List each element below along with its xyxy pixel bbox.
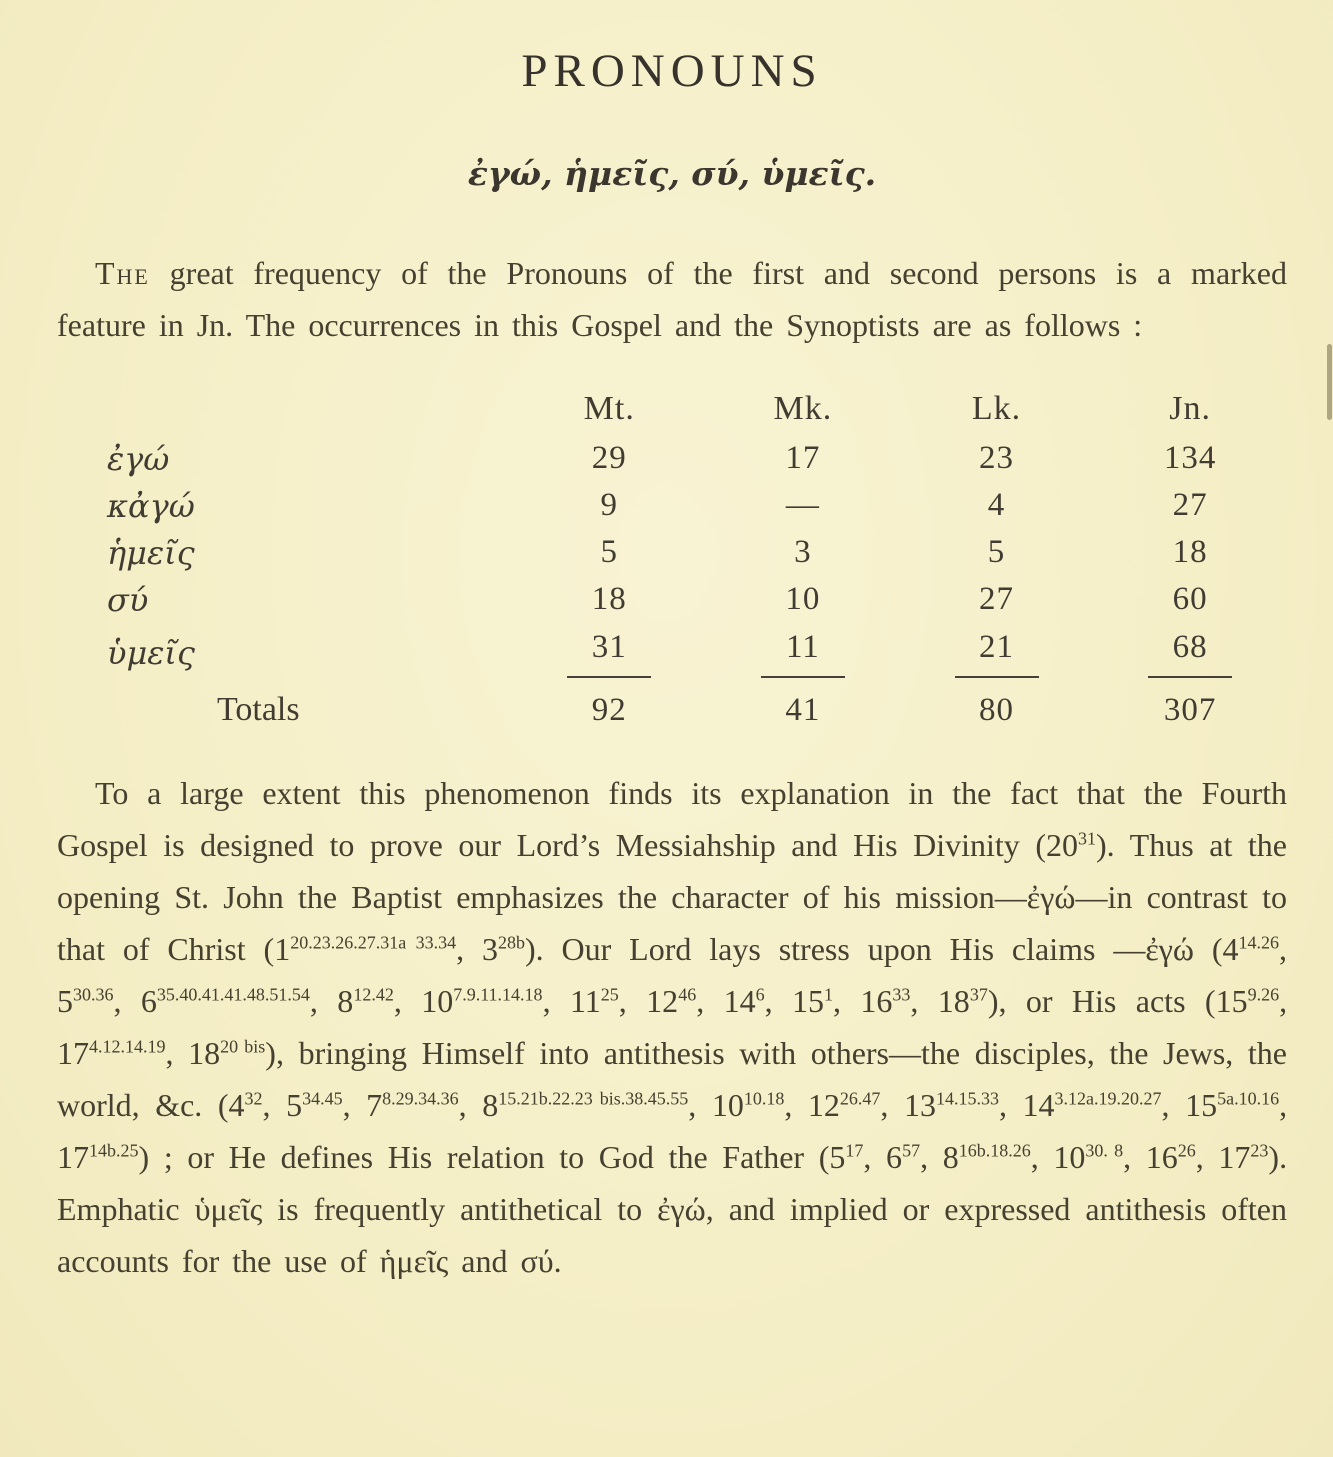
text-run: , 5 xyxy=(262,1087,303,1123)
verse-reference-superscript: 8.29.34.36 xyxy=(382,1088,459,1109)
text-run: , 14 xyxy=(696,983,756,1019)
count-value: 5 xyxy=(987,534,1006,570)
header-spacer-cell xyxy=(107,383,512,435)
count-value: — xyxy=(785,487,820,523)
body-paragraph xyxy=(57,767,1287,1287)
count-cell xyxy=(706,435,900,482)
column-header: Lk. xyxy=(971,390,1022,427)
text-run: , 5 xyxy=(57,931,1288,1019)
text-run: , 8 xyxy=(458,1087,499,1123)
text-run: , 10 xyxy=(688,1087,744,1123)
verse-reference-superscript: 14.26 xyxy=(1238,932,1280,953)
text-run: , 16 xyxy=(1123,1139,1178,1175)
body-text xyxy=(57,775,1287,1279)
verse-reference-superscript: 30. 8 xyxy=(1085,1140,1124,1161)
total-cell xyxy=(900,683,1094,737)
text-run: ), or His acts (15 xyxy=(987,983,1248,1019)
text-run: , 13 xyxy=(880,1087,936,1123)
greek-subtitle: ἐγώ, ἡμεῖς, σύ, ὑμεῖς. xyxy=(467,154,877,193)
pronoun-label: σύ xyxy=(107,580,149,619)
count-cell xyxy=(706,576,900,623)
count-value: 27 xyxy=(1172,487,1208,523)
totals-label: Totals xyxy=(217,691,300,728)
text-run: ), bringing Himself into antithesis with others—the disciples, the Jews, the world, &c. (4 xyxy=(57,1035,1288,1123)
total-value: 307 xyxy=(1163,691,1217,728)
total-value: 92 xyxy=(591,691,627,728)
text-run: , 6 xyxy=(863,1139,903,1175)
verse-reference-superscript: 32 xyxy=(244,1088,263,1109)
total-value: 41 xyxy=(785,691,821,728)
text-run: , 17 xyxy=(57,983,1288,1071)
count-cell xyxy=(512,529,706,576)
count-cell xyxy=(900,482,1094,529)
total-cell xyxy=(1093,683,1287,737)
verse-reference-superscript: 28b xyxy=(497,932,525,953)
verse-reference-superscript: 14b.25 xyxy=(89,1140,139,1161)
text-run: , 6 xyxy=(113,983,157,1019)
verse-reference-superscript: 30.36 xyxy=(73,984,114,1005)
count-value: 134 xyxy=(1163,440,1217,476)
count-cell xyxy=(706,529,900,576)
count-value: 18 xyxy=(1172,534,1208,570)
count-cell xyxy=(900,435,1094,482)
count-value: 17 xyxy=(785,440,821,476)
verse-reference-superscript: 37 xyxy=(969,984,988,1005)
column-header: Mk. xyxy=(773,390,833,427)
text-run: To a large extent this phenomenon finds its explanation in the fact that the Fourth Gospel is designed to prove our Lord’s Messiahship and His Divinity (20 xyxy=(57,775,1287,863)
verse-reference-superscript: 26.47 xyxy=(839,1088,881,1109)
count-value: 29 xyxy=(591,440,627,476)
verse-reference-superscript: 23 xyxy=(1250,1140,1269,1161)
verse-reference-superscript: 31 xyxy=(1078,828,1097,849)
text-run: ). Our Lord lays stress upon His claims —ἐγώ (4 xyxy=(524,931,1239,967)
verse-reference-superscript: 57 xyxy=(902,1140,921,1161)
text-run: great frequency of the Pronouns of the first and second persons is a marked feature in Jn. The occurrences in this Gospel and the Synoptists are as follows : xyxy=(57,255,1287,343)
verse-reference-superscript: 10.18 xyxy=(743,1088,785,1109)
verse-reference-superscript: 6 xyxy=(755,984,765,1005)
text-run: , 15 xyxy=(1161,1087,1218,1123)
count-cell xyxy=(512,482,706,529)
text-run: , 17 xyxy=(57,1087,1288,1175)
count-value: 27 xyxy=(979,581,1015,617)
text-run: , 16 xyxy=(833,983,893,1019)
text-run: ) ; or He defines His relation to God the Father (5 xyxy=(138,1139,846,1175)
text-run: ). Thus at the opening St. John the Baptist emphasizes the character of his mission—ἐγώ—in contrast to that of Christ (1 xyxy=(57,827,1288,967)
table-header-row xyxy=(107,383,1287,435)
verse-reference-superscript: 14.15.33 xyxy=(935,1088,999,1109)
text-run: , 12 xyxy=(784,1087,840,1123)
count-value: 11 xyxy=(761,629,845,678)
count-value: 5 xyxy=(600,534,618,570)
count-value: 60 xyxy=(1172,581,1208,617)
count-cell xyxy=(1093,482,1287,529)
frequency-table-head xyxy=(107,383,1287,435)
frequency-table-foot xyxy=(107,683,1287,737)
count-value: 23 xyxy=(979,440,1015,476)
text-run: , 11 xyxy=(542,983,601,1019)
verse-reference-superscript: 34.45 xyxy=(302,1088,343,1109)
count-value: 10 xyxy=(785,581,821,617)
text-run: , 17 xyxy=(1195,1139,1251,1175)
verse-reference-superscript: 16b.18.26 xyxy=(958,1140,1031,1161)
verse-reference-superscript: 20 bis xyxy=(220,1036,266,1057)
column-header: Jn. xyxy=(1169,390,1212,427)
verse-reference-superscript: 17 xyxy=(845,1140,864,1161)
text-run: , 8 xyxy=(920,1139,959,1175)
count-value: 68 xyxy=(1148,629,1232,678)
text-run: , 10 xyxy=(393,983,454,1019)
count-cell xyxy=(1093,623,1287,683)
count-cell xyxy=(706,482,900,529)
intro-paragraph xyxy=(57,247,1287,351)
verse-reference-superscript: 46 xyxy=(678,984,697,1005)
table-row xyxy=(107,623,1287,683)
verse-reference-superscript: 12.42 xyxy=(353,984,394,1005)
frequency-table xyxy=(107,383,1287,737)
text-run: , 18 xyxy=(910,983,970,1019)
count-cell xyxy=(900,576,1094,623)
text-run: , 8 xyxy=(309,983,354,1019)
count-cell xyxy=(706,623,900,683)
frequency-table-body xyxy=(107,435,1287,683)
total-cell xyxy=(512,683,706,737)
verse-reference-superscript: 7.9.11.14.18 xyxy=(453,984,543,1005)
total-cell xyxy=(706,683,900,737)
text-run: , 12 xyxy=(618,983,679,1019)
verse-reference-superscript: 5a.10.16 xyxy=(1217,1088,1280,1109)
table-row xyxy=(107,435,1287,482)
text-run: , 7 xyxy=(342,1087,383,1123)
table-row xyxy=(107,576,1287,623)
text-run: ). Emphatic ὑμεῖς is frequently antithetical to ἐγώ, and implied or expressed antithesis often accounts for the use of ἡμεῖς and σύ. xyxy=(57,1139,1288,1279)
count-cell xyxy=(900,623,1094,683)
count-cell xyxy=(512,623,706,683)
count-cell xyxy=(512,576,706,623)
verse-reference-superscript: 25 xyxy=(600,984,619,1005)
count-value: 9 xyxy=(600,487,618,523)
text-run: , 14 xyxy=(998,1087,1055,1123)
count-cell xyxy=(512,435,706,482)
count-value: 31 xyxy=(567,629,651,678)
pronoun-label: ὑμεῖς xyxy=(107,634,195,672)
pronoun-label: κἀγώ xyxy=(107,486,195,525)
intro-text xyxy=(57,255,1287,343)
text-run: The xyxy=(95,255,150,291)
column-header: Mt. xyxy=(583,390,635,427)
count-value: 21 xyxy=(955,629,1039,678)
count-value: 18 xyxy=(591,581,627,617)
pronoun-label: ἐγώ xyxy=(107,439,170,478)
pronoun-label: ἡμεῖς xyxy=(107,533,195,572)
count-cell xyxy=(900,529,1094,576)
verse-reference-superscript: 4.12.14.19 xyxy=(89,1036,166,1057)
scan-edge-artifact xyxy=(1327,344,1332,420)
table-row xyxy=(107,482,1287,529)
total-value: 80 xyxy=(979,691,1015,728)
text-run: , 18 xyxy=(165,1035,221,1071)
totals-row xyxy=(107,683,1287,737)
verse-reference-superscript: 15.21b.22.23 bis.38.45.55 xyxy=(498,1088,689,1109)
verse-reference-superscript: 9.26 xyxy=(1247,984,1280,1005)
verse-reference-superscript: 1 xyxy=(824,984,833,1005)
count-value: 3 xyxy=(794,534,812,570)
page-title: PRONOUNS xyxy=(521,45,823,97)
verse-reference-superscript: 35.40.41.41.48.51.54 xyxy=(156,984,310,1005)
count-cell xyxy=(1093,435,1287,482)
verse-reference-superscript: 33 xyxy=(892,984,911,1005)
count-value: 4 xyxy=(987,487,1006,523)
verse-reference-superscript: 20.23.26.27.31a 33.34 xyxy=(290,932,457,953)
verse-reference-superscript: 26 xyxy=(1177,1140,1196,1161)
text-run: , 15 xyxy=(764,983,824,1019)
table-row xyxy=(107,529,1287,576)
count-cell xyxy=(1093,529,1287,576)
count-cell xyxy=(1093,576,1287,623)
text-run: , 10 xyxy=(1030,1139,1086,1175)
text-run: , 3 xyxy=(456,931,498,967)
verse-reference-superscript: 3.12a.19.20.27 xyxy=(1054,1088,1162,1109)
